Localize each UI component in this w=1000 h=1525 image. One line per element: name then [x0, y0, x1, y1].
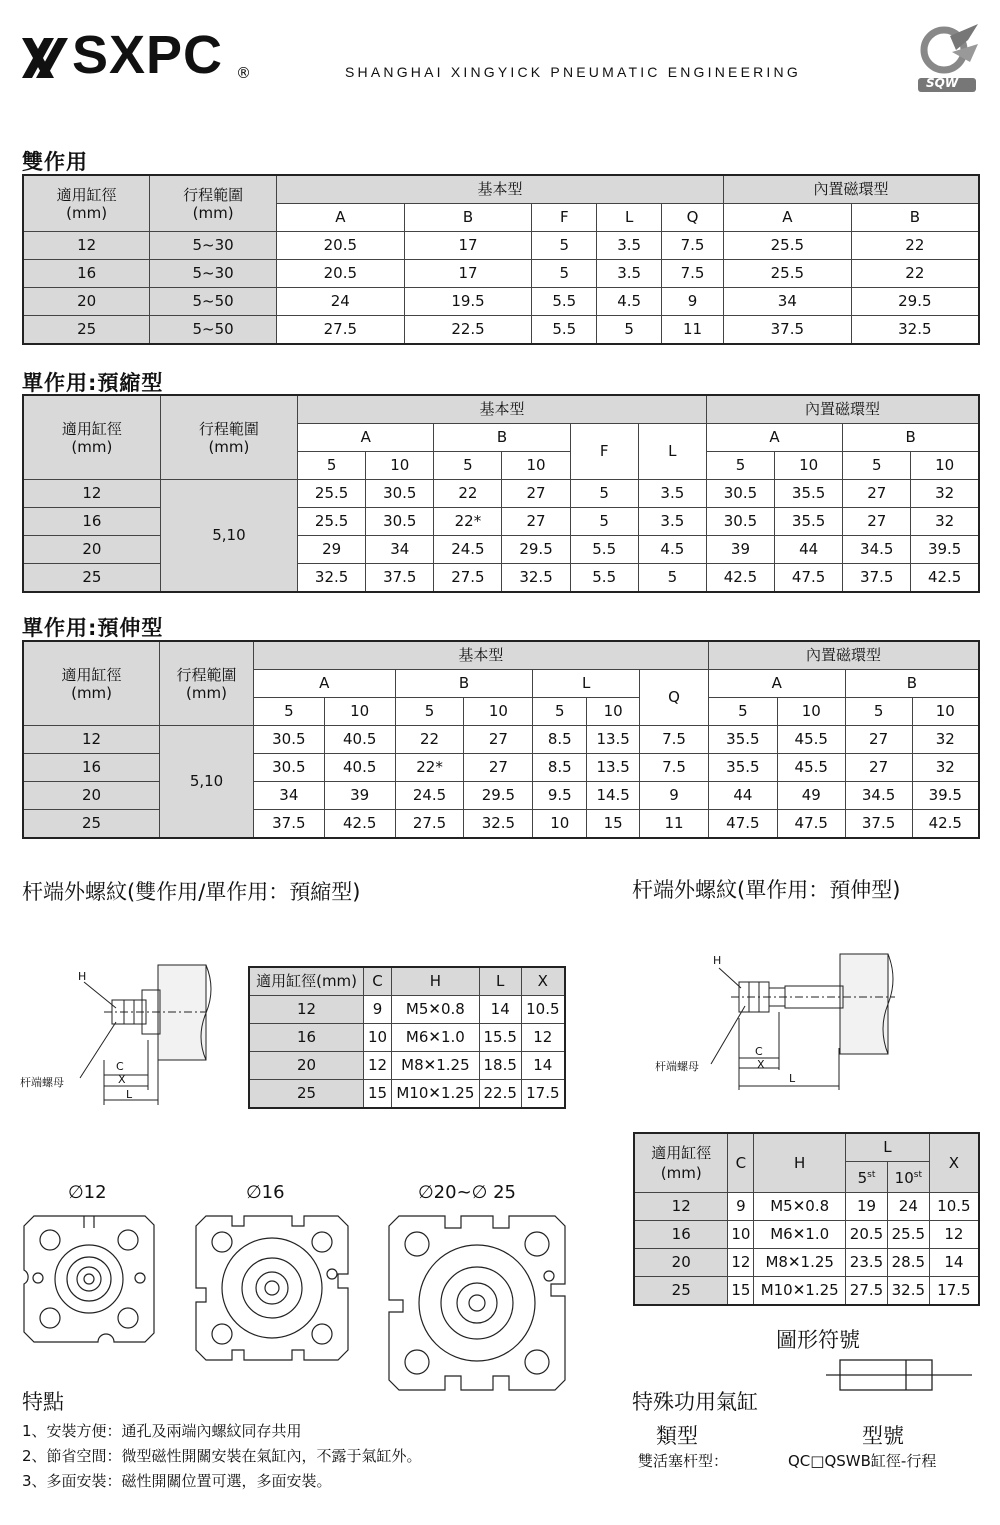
feature-item: 1、安裝方便：通孔及兩端內螺紋同存共用	[22, 1422, 302, 1440]
cell: 42.5	[912, 810, 979, 839]
cell: 5	[570, 480, 638, 508]
table-row	[23, 232, 979, 260]
rod-drawing-2	[655, 948, 905, 1098]
cell: 15	[364, 1080, 392, 1109]
cell: 3.5	[638, 480, 706, 508]
cell: 45.5	[777, 726, 845, 754]
cell: 30.5	[253, 726, 324, 754]
col-header: H	[754, 1133, 846, 1193]
cell: 5~50	[150, 316, 277, 345]
cell: 20	[23, 782, 160, 810]
table-row	[249, 1052, 565, 1080]
cell: 25	[249, 1080, 364, 1109]
col-header: L	[846, 1133, 930, 1162]
col-sub: 5	[434, 452, 502, 480]
cell: 42.5	[911, 564, 979, 593]
col-group: B	[845, 670, 979, 698]
feature-item: 3、多面安裝：磁性開關位置可選，多面安裝。	[22, 1472, 332, 1490]
cell: 32.5	[851, 316, 979, 345]
col-sub: 5	[843, 452, 911, 480]
col-header: L	[597, 204, 662, 232]
cell: 35.5	[775, 508, 843, 536]
cell: M8✕1.25	[391, 1052, 479, 1080]
cell: M10✕1.25	[391, 1080, 479, 1109]
nut-label: 杆端螺母	[20, 1076, 64, 1089]
cell: 37.5	[724, 316, 852, 345]
cell: 10	[728, 1221, 754, 1249]
cell: 11	[640, 810, 709, 839]
col-header: B	[404, 204, 532, 232]
header-stroke: 行程範圍 (mm)	[160, 641, 254, 726]
cell: 25	[23, 564, 160, 593]
col-sub-5st: 5st	[846, 1162, 888, 1193]
cell: 16	[634, 1221, 728, 1249]
col-header: 適用缸徑(mm)	[249, 967, 364, 996]
cell: 27	[464, 726, 533, 754]
col-header: X	[521, 967, 565, 996]
col-sub: 10	[324, 698, 395, 726]
cell: 16	[249, 1024, 364, 1052]
cell: 16	[23, 508, 160, 536]
cell: 27	[502, 508, 570, 536]
cell: 12	[249, 996, 364, 1024]
cell: 49	[777, 782, 845, 810]
cell: 23.5	[846, 1249, 888, 1277]
end-view-12	[22, 1214, 157, 1348]
cell: 12	[364, 1052, 392, 1080]
cell: 12	[23, 726, 160, 754]
col-group: L	[533, 670, 640, 698]
col-group: A	[253, 670, 395, 698]
cell: 27.5	[434, 564, 502, 593]
header-bore: 適用缸徑 (mm)	[634, 1133, 728, 1193]
cylinder-end-view-16-icon	[192, 1214, 352, 1364]
col-header: A	[724, 204, 852, 232]
cell: 25.5	[298, 508, 366, 536]
table-row	[249, 1080, 565, 1109]
special-model-header: 型號	[862, 1424, 904, 1448]
cell: 12	[929, 1221, 979, 1249]
rod-drawing-1	[20, 960, 220, 1110]
cell: 4.5	[638, 536, 706, 564]
cell: 18.5	[479, 1052, 521, 1080]
col-group: B	[434, 424, 570, 452]
col-group: A	[706, 424, 842, 452]
cell: 42.5	[706, 564, 774, 593]
cell: 32	[911, 508, 979, 536]
cell: 25.5	[887, 1221, 929, 1249]
cell: 32	[912, 726, 979, 754]
cell: 44	[775, 536, 843, 564]
cell: 7.5	[640, 754, 709, 782]
cell: 9	[640, 782, 709, 810]
table-row	[634, 1193, 979, 1221]
dim-h-label: H	[713, 954, 722, 967]
cell: 7.5	[662, 232, 724, 260]
table-row	[634, 1249, 979, 1277]
col-sub: 10	[366, 452, 434, 480]
cell: 3.5	[638, 508, 706, 536]
cell: 10.5	[521, 996, 565, 1024]
cell: 27	[464, 754, 533, 782]
cell: 9	[364, 996, 392, 1024]
cell: 5~50	[150, 288, 277, 316]
double-rod-cylinder-symbol-icon	[826, 1356, 976, 1396]
cell: 20.5	[276, 232, 404, 260]
cell: 15.5	[479, 1024, 521, 1052]
thread1-table	[248, 966, 566, 1109]
cell: 5	[532, 232, 597, 260]
dim-x-label: X	[118, 1073, 126, 1086]
cell: 34	[366, 536, 434, 564]
col-sub: 5	[253, 698, 324, 726]
view-label-20-25: ∅20~∅ 25	[418, 1182, 516, 1203]
cell: 5	[638, 564, 706, 593]
cell: 15	[728, 1277, 754, 1306]
rod-extend-drawing-icon	[655, 948, 905, 1098]
cell: M6✕1.0	[754, 1221, 846, 1249]
table-row	[23, 726, 979, 754]
cell: 29	[298, 536, 366, 564]
cell: 5	[570, 508, 638, 536]
cell: 14	[929, 1249, 979, 1277]
col-sub: 10	[464, 698, 533, 726]
cell: 22.5	[479, 1080, 521, 1109]
cell: 30.5	[366, 508, 434, 536]
cell: M8✕1.25	[754, 1249, 846, 1277]
cell: 32	[911, 480, 979, 508]
col-group: B	[395, 670, 533, 698]
cell: 3.5	[597, 232, 662, 260]
stroke-cell: 5,10	[160, 726, 254, 839]
cell: 47.5	[777, 810, 845, 839]
cell: 5.5	[532, 316, 597, 345]
cell: 14	[521, 1052, 565, 1080]
cell: M5✕0.8	[391, 996, 479, 1024]
col-header: B	[851, 204, 979, 232]
special-type-header: 類型	[656, 1424, 698, 1448]
col-sub: 5	[395, 698, 464, 726]
header-bore: 適用缸徑 (mm)	[23, 175, 150, 232]
cell: 27	[843, 508, 911, 536]
cell: 22	[851, 232, 979, 260]
sqw-logo-text: SQW	[926, 76, 959, 90]
cell: 27	[502, 480, 570, 508]
dim-h-label: H	[78, 970, 87, 983]
header-basic: 基本型	[253, 641, 708, 670]
col-header: C	[364, 967, 392, 996]
cell: 37.5	[845, 810, 912, 839]
cell: 5.5	[570, 564, 638, 593]
cell: 34	[724, 288, 852, 316]
dim-x-label: X	[757, 1058, 765, 1071]
header-basic: 基本型	[298, 395, 707, 424]
cell: 30.5	[253, 754, 324, 782]
feature-item: 2、節省空間：微型磁性開關安裝在氣缸內，不露于氣缸外。	[22, 1447, 422, 1465]
cell: 39.5	[912, 782, 979, 810]
cell: 12	[23, 232, 150, 260]
cell: 22*	[395, 754, 464, 782]
cell: 8.5	[533, 726, 587, 754]
cell: 25.5	[724, 232, 852, 260]
cell: 5.5	[570, 536, 638, 564]
cell: 10.5	[929, 1193, 979, 1221]
view-label-16: ∅16	[246, 1182, 285, 1203]
cell: 34.5	[843, 536, 911, 564]
cell: 32.5	[887, 1277, 929, 1306]
table-row	[249, 1024, 565, 1052]
header-stroke: 行程範圍 (mm)	[160, 395, 297, 480]
header-magnetic: 內置磁環型	[724, 175, 980, 204]
header-magnetic: 內置磁環型	[706, 395, 979, 424]
cell: 32.5	[502, 564, 570, 593]
col-sub: 10	[775, 452, 843, 480]
cell: 32.5	[464, 810, 533, 839]
cell: 27.5	[846, 1277, 888, 1306]
cell: 32	[912, 754, 979, 782]
cell: 24.5	[434, 536, 502, 564]
col-group: A	[708, 670, 845, 698]
cell: 3.5	[597, 260, 662, 288]
cell: 25.5	[724, 260, 852, 288]
cell: M5✕0.8	[754, 1193, 846, 1221]
company-name: SHANGHAI XINGYICK PNEUMATIC ENGINEERING	[345, 64, 801, 80]
cell: 19	[846, 1193, 888, 1221]
cell: 27.5	[395, 810, 464, 839]
symbol-title: 圖形符號	[776, 1328, 860, 1352]
cell: 35.5	[708, 754, 777, 782]
cell: 7.5	[640, 726, 709, 754]
thread1-title: 杆端外螺紋(雙作用/單作用：預縮型)	[22, 880, 361, 904]
cell: 20	[634, 1249, 728, 1277]
col-header: F	[532, 204, 597, 232]
dim-l-label: L	[126, 1088, 133, 1101]
col-group: L	[638, 424, 706, 480]
sxpc-logo	[20, 25, 260, 85]
end-view-16	[192, 1214, 352, 1368]
cell: 47.5	[775, 564, 843, 593]
cell: 39	[706, 536, 774, 564]
table-row	[23, 480, 979, 508]
cell: 40.5	[324, 754, 395, 782]
col-sub: 5	[708, 698, 777, 726]
table3-title: 單作用:預伸型	[22, 616, 164, 640]
cell: 17.5	[929, 1277, 979, 1306]
cell: 4.5	[597, 288, 662, 316]
col-group: A	[298, 424, 434, 452]
dim-l-label: L	[789, 1072, 796, 1085]
table1-title: 雙作用	[22, 150, 88, 174]
table-row	[634, 1221, 979, 1249]
cell: 12	[23, 480, 160, 508]
col-header: A	[276, 204, 404, 232]
cell: 11	[662, 316, 724, 345]
cell: 35.5	[775, 480, 843, 508]
cell: 7.5	[662, 260, 724, 288]
table-row	[23, 316, 979, 345]
col-sub: 5	[533, 698, 587, 726]
cell: 30.5	[366, 480, 434, 508]
col-sub: 10	[587, 698, 640, 726]
cell: 22.5	[404, 316, 532, 345]
header-basic: 基本型	[276, 175, 723, 204]
cell: 12	[728, 1249, 754, 1277]
cell: M6✕1.0	[391, 1024, 479, 1052]
header-magnetic: 內置磁環型	[708, 641, 979, 670]
cell: 12	[634, 1193, 728, 1221]
cell: 16	[23, 260, 150, 288]
cell: 25	[23, 316, 150, 345]
cell: 30.5	[706, 508, 774, 536]
cell: 24.5	[395, 782, 464, 810]
table-row	[249, 996, 565, 1024]
special-type-value: 雙活塞杆型：	[638, 1452, 729, 1470]
sqw-logo	[912, 20, 982, 95]
cell: 20	[23, 536, 160, 564]
view-label-12: ∅12	[68, 1182, 107, 1203]
table-row	[23, 260, 979, 288]
cell: 12	[521, 1024, 565, 1052]
cell: 34	[253, 782, 324, 810]
cell: 15	[587, 810, 640, 839]
cell: 17	[404, 260, 532, 288]
cell: 5.5	[532, 288, 597, 316]
cell: 16	[23, 754, 160, 782]
cell: 19.5	[404, 288, 532, 316]
col-sub: 5	[706, 452, 774, 480]
cell: 20.5	[846, 1221, 888, 1249]
cell: 45.5	[777, 754, 845, 782]
registered-mark: ®	[236, 64, 251, 82]
special-model-value: QC□QSWB缸徑-行程	[788, 1452, 937, 1470]
cell: 44	[708, 782, 777, 810]
cell: 28.5	[887, 1249, 929, 1277]
cylinder-symbol	[826, 1356, 976, 1400]
cell: 22	[434, 480, 502, 508]
cell: 32.5	[298, 564, 366, 593]
cell: 37.5	[843, 564, 911, 593]
table-row	[23, 288, 979, 316]
cell: 14	[479, 996, 521, 1024]
cell: 29.5	[502, 536, 570, 564]
cell: 20	[23, 288, 150, 316]
cell: 10	[364, 1024, 392, 1052]
cell: 13.5	[587, 726, 640, 754]
col-header: H	[391, 967, 479, 996]
cell: 9.5	[533, 782, 587, 810]
single-acting-extend-table	[22, 640, 980, 839]
cell: 17	[404, 232, 532, 260]
cell: 24	[276, 288, 404, 316]
cell: 13.5	[587, 754, 640, 782]
col-header: L	[479, 967, 521, 996]
col-sub: 5	[298, 452, 366, 480]
cell: 5	[532, 260, 597, 288]
col-sub: 10	[502, 452, 570, 480]
col-sub: 10	[912, 698, 979, 726]
cell: 47.5	[708, 810, 777, 839]
thread2-title: 杆端外螺紋(單作用：預伸型)	[632, 878, 901, 902]
cell: 30.5	[706, 480, 774, 508]
single-acting-retract-table	[22, 394, 980, 593]
cell: 25	[23, 810, 160, 839]
dim-c-label: C	[116, 1060, 124, 1073]
thread2-table	[633, 1132, 980, 1306]
cell: 34.5	[845, 782, 912, 810]
cell: 17.5	[521, 1080, 565, 1109]
col-sub: 10	[777, 698, 845, 726]
cylinder-end-view-20-25-icon	[385, 1214, 570, 1394]
table2-title: 單作用:預縮型	[22, 371, 164, 395]
cell: M10✕1.25	[754, 1277, 846, 1306]
cell: 14.5	[587, 782, 640, 810]
table-row	[634, 1277, 979, 1306]
double-acting-table	[22, 174, 980, 345]
cell: 24	[887, 1193, 929, 1221]
cell: 5~30	[150, 232, 277, 260]
cell: 5	[597, 316, 662, 345]
cell: 9	[662, 288, 724, 316]
cell: 9	[728, 1193, 754, 1221]
cell: 27	[843, 480, 911, 508]
features-title: 特點	[22, 1390, 64, 1414]
nut-label: 杆端螺母	[655, 1060, 699, 1073]
header-bore: 適用缸徑 (mm)	[23, 641, 160, 726]
cell: 20	[249, 1052, 364, 1080]
cell: 27	[845, 726, 912, 754]
col-header: X	[929, 1133, 979, 1193]
col-sub: 10	[911, 452, 979, 480]
cell: 5~30	[150, 260, 277, 288]
cell: 35.5	[708, 726, 777, 754]
cell: 27.5	[276, 316, 404, 345]
cell: 39	[324, 782, 395, 810]
col-header: Q	[662, 204, 724, 232]
cell: 25.5	[298, 480, 366, 508]
cell: 37.5	[253, 810, 324, 839]
cell: 22*	[434, 508, 502, 536]
cell: 20.5	[276, 260, 404, 288]
cylinder-end-view-12-icon	[22, 1214, 157, 1344]
col-group: B	[843, 424, 979, 452]
col-group: F	[570, 424, 638, 480]
cell: 8.5	[533, 754, 587, 782]
cell: 22	[395, 726, 464, 754]
header-stroke: 行程範圍 (mm)	[150, 175, 277, 232]
cell: 42.5	[324, 810, 395, 839]
cell: 40.5	[324, 726, 395, 754]
col-sub: 5	[845, 698, 912, 726]
dim-c-label: C	[755, 1045, 763, 1058]
cell: 37.5	[366, 564, 434, 593]
col-sub-10st: 10st	[887, 1162, 929, 1193]
cell: 29.5	[464, 782, 533, 810]
header-bore: 適用缸徑 (mm)	[23, 395, 160, 480]
end-view-20-25	[385, 1214, 570, 1398]
cell: 25	[634, 1277, 728, 1306]
special-title: 特殊功用氣缸	[632, 1390, 758, 1414]
stroke-cell: 5,10	[160, 480, 297, 593]
cell: 22	[851, 260, 979, 288]
sxpc-logo-text: SXPC	[72, 25, 224, 85]
cell: 39.5	[911, 536, 979, 564]
cell: 27	[845, 754, 912, 782]
col-header: C	[728, 1133, 754, 1193]
cell: 29.5	[851, 288, 979, 316]
cell: 10	[533, 810, 587, 839]
col-group: Q	[640, 670, 709, 726]
